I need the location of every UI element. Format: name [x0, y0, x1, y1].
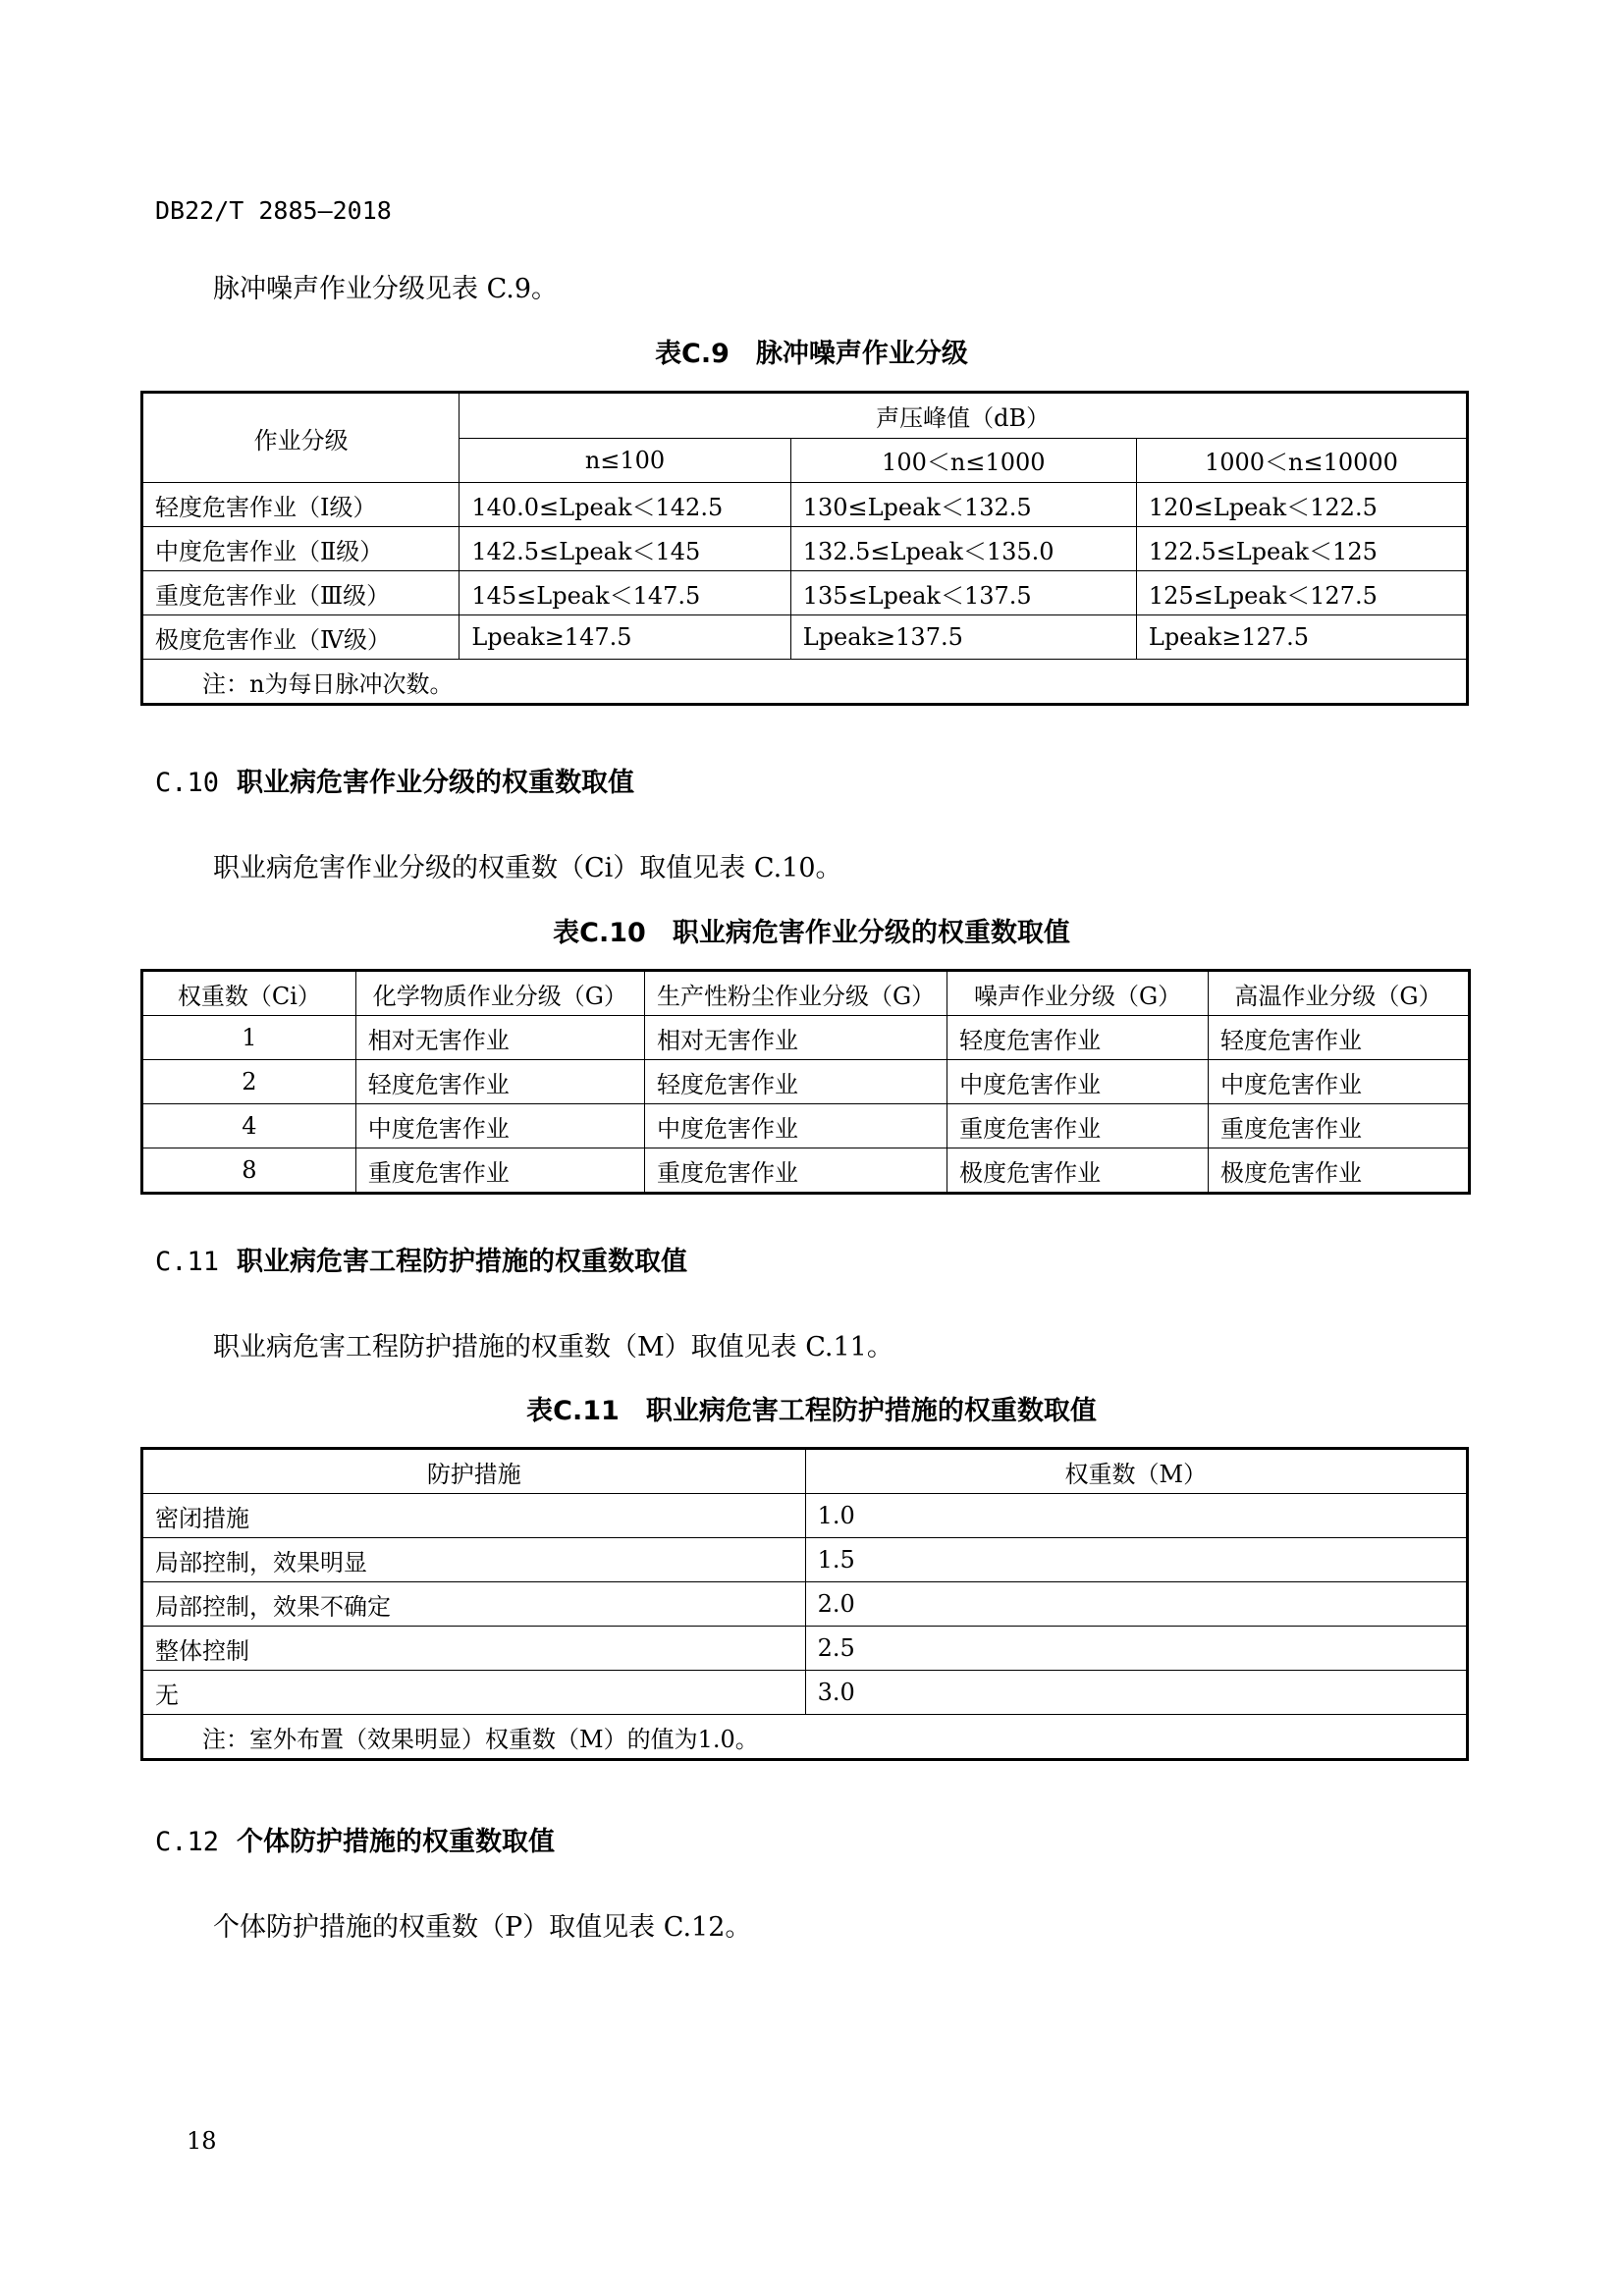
table-cell: 中度危害作业（Ⅱ级） — [142, 527, 460, 571]
table-cell: 局部控制，效果明显 — [142, 1538, 806, 1582]
table-cell: 135≤Lpeak＜137.5 — [790, 571, 1136, 615]
table-cell: 轻度危害作业（Ⅰ级） — [142, 483, 460, 527]
table-row — [142, 527, 1468, 571]
table-cell: 重度危害作业 — [1209, 1104, 1470, 1148]
table-c9-group-header: 声压峰值（dB） — [460, 393, 1468, 439]
section-number: C.12 — [155, 1827, 220, 1857]
intro-c9: 脉冲噪声作业分级见表 C.9。 — [213, 274, 559, 304]
page-number: 18 — [187, 2127, 217, 2155]
table-header: 权重数（M） — [805, 1449, 1467, 1494]
table-cell: 重度危害作业 — [947, 1104, 1209, 1148]
table-c9-subheader: 1000＜n≤10000 — [1136, 438, 1467, 483]
table-cell: 132.5≤Lpeak＜135.0 — [790, 527, 1136, 571]
table-cell: 122.5≤Lpeak＜125 — [1136, 527, 1467, 571]
table-cell: 120≤Lpeak＜122.5 — [1136, 483, 1467, 527]
table-cell: 8 — [142, 1148, 356, 1194]
intro-c12: 个体防护措施的权重数（P）取值见表 C.12。 — [213, 1912, 752, 1943]
table-cell: 3.0 — [805, 1671, 1467, 1715]
table-c9-subheader: 100＜n≤1000 — [790, 438, 1136, 483]
table-row — [142, 1148, 1470, 1194]
section-c12-heading — [155, 1820, 555, 1858]
table-row — [142, 1060, 1470, 1104]
document-code: DB22/T 2885—2018 — [155, 196, 392, 225]
table-cell: 中度危害作业 — [355, 1104, 644, 1148]
table-cell: 4 — [142, 1104, 356, 1148]
table-c9-grade-header: 作业分级 — [142, 393, 460, 483]
table-cell: 极度危害作业（Ⅳ级） — [142, 615, 460, 660]
table-cell: 极度危害作业 — [947, 1148, 1209, 1194]
table-row — [142, 1627, 1468, 1671]
table-cell: 重度危害作业（Ⅲ级） — [142, 571, 460, 615]
table-cell: 2.0 — [805, 1582, 1467, 1627]
table-c11-note: 注：室外布置（效果明显）权重数（M）的值为1.0。 — [142, 1715, 1468, 1760]
table-c10-caption: 表C.10 职业病危害作业分级的权重数取值 — [553, 918, 1070, 948]
table-row — [142, 571, 1468, 615]
table-cell: 1.5 — [805, 1538, 1467, 1582]
table-c11 — [140, 1447, 1469, 1761]
table-c9-note: 注：n为每日脉冲次数。 — [142, 660, 1468, 705]
table-row — [142, 1538, 1468, 1582]
table-cell: 1.0 — [805, 1494, 1467, 1538]
table-cell: 2.5 — [805, 1627, 1467, 1671]
section-number: C.10 — [155, 768, 220, 798]
table-cell: 轻度危害作业 — [355, 1060, 644, 1104]
table-c11-caption: 表C.11 职业病危害工程防护措施的权重数取值 — [526, 1396, 1097, 1426]
table-header: 化学物质作业分级（G） — [355, 971, 644, 1016]
table-cell: 整体控制 — [142, 1627, 806, 1671]
intro-c11: 职业病危害工程防护措施的权重数（M）取值见表 C.11。 — [213, 1332, 893, 1362]
table-c10 — [140, 969, 1471, 1195]
table-row — [142, 1016, 1470, 1060]
table-c9 — [140, 391, 1469, 706]
table-cell: 极度危害作业 — [1209, 1148, 1470, 1194]
table-cell: 中度危害作业 — [947, 1060, 1209, 1104]
table-row — [142, 1494, 1468, 1538]
table-row — [142, 1582, 1468, 1627]
table-cell: 相对无害作业 — [355, 1016, 644, 1060]
table-cell: 中度危害作业 — [1209, 1060, 1470, 1104]
table-cell: Lpeak≥147.5 — [460, 615, 790, 660]
intro-c10: 职业病危害作业分级的权重数（Ci）取值见表 C.10。 — [213, 853, 842, 883]
section-c10-heading — [155, 761, 634, 799]
table-row — [142, 483, 1468, 527]
table-cell: 局部控制，效果不确定 — [142, 1582, 806, 1627]
section-title: 职业病危害工程防护措施的权重数取值 — [237, 1247, 688, 1277]
table-header: 高温作业分级（G） — [1209, 971, 1470, 1016]
table-cell: 相对无害作业 — [644, 1016, 947, 1060]
section-title: 职业病危害作业分级的权重数取值 — [237, 768, 635, 798]
table-cell: 中度危害作业 — [644, 1104, 947, 1148]
table-cell: 145≤Lpeak＜147.5 — [460, 571, 790, 615]
table-cell: Lpeak≥137.5 — [790, 615, 1136, 660]
table-header: 生产性粉尘作业分级（G） — [644, 971, 947, 1016]
table-cell: 重度危害作业 — [355, 1148, 644, 1194]
table-row — [142, 1671, 1468, 1715]
section-number: C.11 — [155, 1247, 220, 1277]
table-header: 噪声作业分级（G） — [947, 971, 1209, 1016]
table-cell: 140.0≤Lpeak＜142.5 — [460, 483, 790, 527]
table-cell: 密闭措施 — [142, 1494, 806, 1538]
table-cell: 轻度危害作业 — [1209, 1016, 1470, 1060]
table-cell: 轻度危害作业 — [947, 1016, 1209, 1060]
table-cell: 重度危害作业 — [644, 1148, 947, 1194]
table-header: 防护措施 — [142, 1449, 806, 1494]
table-cell: 2 — [142, 1060, 356, 1104]
table-header: 权重数（Ci） — [142, 971, 356, 1016]
table-cell: 130≤Lpeak＜132.5 — [790, 483, 1136, 527]
section-title: 个体防护措施的权重数取值 — [237, 1827, 556, 1857]
table-cell: 无 — [142, 1671, 806, 1715]
table-c9-subheader: n≤100 — [460, 438, 790, 483]
table-cell: 轻度危害作业 — [644, 1060, 947, 1104]
table-cell: 142.5≤Lpeak＜145 — [460, 527, 790, 571]
table-cell: 125≤Lpeak＜127.5 — [1136, 571, 1467, 615]
table-cell: 1 — [142, 1016, 356, 1060]
table-row — [142, 1104, 1470, 1148]
table-c9-caption: 表C.9 脉冲噪声作业分级 — [655, 339, 968, 369]
section-c11-heading — [155, 1240, 687, 1278]
table-row — [142, 615, 1468, 660]
table-cell: Lpeak≥127.5 — [1136, 615, 1467, 660]
